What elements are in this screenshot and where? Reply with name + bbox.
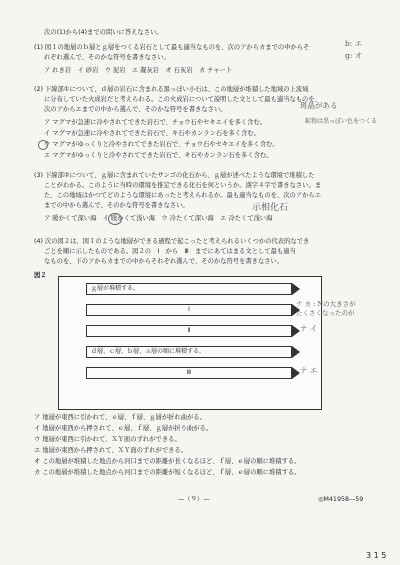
q4-handwritten-I: ナ カ : Nの大きさが たくさくなったのが bbox=[296, 300, 356, 317]
q4-handwritten-III: ナ エ bbox=[300, 366, 318, 375]
q3-stem-line3: た、この地域はかつてどのような環境にあったと考えられるか。最も適当なものを、次のアからエ bbox=[44, 192, 321, 199]
q4-handwritten-II: ナ イ bbox=[300, 324, 318, 333]
q2-option-c: ウ マグマがゆっくりと冷やされてできた岩石で、チョウ石やセキエイを多く含む。 bbox=[44, 141, 279, 148]
q4-stem-line3: なものを、下のアからカまでの中からそれぞれ選んで、そのかな符号を書きなさい。 bbox=[44, 258, 284, 265]
figure2-row-III-label: Ⅲ bbox=[186, 369, 192, 376]
q1-stem-line1: (1) 図１の地層のｂ層とｇ層をつくる岩石として最も適当なものを、次のアからカまでの中からそ bbox=[34, 44, 310, 51]
q2-handwritten-note2: 鉱物は黒っぽい色をつくる bbox=[305, 118, 378, 125]
q2-option-d: エ マグマがゆっくりと冷やされてできた岩石で、キ石やカンラン石を多く含む。 bbox=[44, 152, 273, 159]
q3-stem-line4: までの中から選んで、そのかな符号を書きなさい。 bbox=[44, 202, 189, 209]
q3-stem-line2: ことがわかる。このように当時の環境を推定できる化石を何というか。漢字４字で書きなさい。ま bbox=[44, 182, 322, 189]
q4-stem-line1: (4) 次の図２は、図１のような地層ができる過程で起こったと考えられるいくつかの代表的なでき bbox=[34, 238, 310, 245]
q3-handwritten-answer: 示相化石 bbox=[252, 203, 289, 213]
exam-code: ◎M41958—59 bbox=[318, 496, 364, 503]
intro-text: 次の(1)から(4)までの問いに答えなさい。 bbox=[44, 29, 163, 36]
q3-answer-circle-mark bbox=[108, 213, 122, 225]
q2-option-b: イ マグマが急速に冷やされてできた岩石で、キ石やカンラン石を多く含む。 bbox=[44, 130, 260, 137]
q4-option-a: ア 地層が東西に引かれて、ｅ層、ｆ層、ｇ層が折れ曲がる。 bbox=[34, 414, 206, 421]
q4-option-c: ウ 地層が東西に引かれて、ＸＹ面のずれができる。 bbox=[34, 436, 181, 443]
figure2-row-III bbox=[86, 367, 292, 379]
q3-stem-line1: (3) 下線部②について、ｇ層に含まれていたサンゴの化石から、ｇ層が述べたような環境で堆積した bbox=[34, 172, 315, 179]
q3-options: ア 暖かくて深い海 イ 暖かくて浅い海 ウ 冷たくて深い海 エ 冷たくて浅い海 bbox=[44, 215, 273, 222]
figure2-label: 図２ bbox=[34, 272, 47, 279]
q1-stem-line2: れぞれ選んで、そのかな符号を書きなさい。 bbox=[44, 54, 170, 61]
figure2-row-dcba bbox=[86, 346, 292, 358]
figure2-row-I-label: Ⅰ bbox=[188, 306, 190, 313]
page-number: —（９）— bbox=[178, 496, 210, 503]
q2-handwritten-note: 斑晶がある bbox=[300, 101, 338, 110]
q4-option-f: カ この地層が堆積した地点から河口までの距離が短くなるほど、ｆ層、ｅ層の順に堆積する。 bbox=[34, 469, 301, 476]
figure2-frame bbox=[58, 276, 322, 410]
corner-mark: 3 1 5 bbox=[366, 551, 387, 560]
figure2-row-g-text: ｇ層が堆積する。 bbox=[91, 285, 140, 292]
figure2-row-g-layer bbox=[86, 283, 292, 295]
q4-option-d: エ 地層が東西から押されて、ＸＹ面のずれができる。 bbox=[34, 447, 188, 454]
q1-options: ア れき岩 イ 砂岩 ウ 泥岩 エ 凝灰岩 オ 石灰岩 カ チャート bbox=[44, 67, 233, 74]
q2-stem-line3: 次のアからエまでの中から選んで、そのかな符号を書きなさい。 bbox=[44, 106, 227, 113]
q4-option-e: オ この地層が堆積した地点から河口までの距離が長くなるほど、ｆ層、ｅ層の順に堆積する。 bbox=[34, 458, 301, 465]
q1-handwritten-answer: b: エ g: オ bbox=[345, 39, 363, 60]
figure2-row-II-label: Ⅱ bbox=[187, 327, 191, 334]
figure2-row-dcba-text: ｄ層、ｃ層、ｂ層、ａ層の順に堆積する。 bbox=[91, 348, 206, 355]
q2-option-a: ア マグマが急速に冷やされてできた岩石で、チョウ石やセキエイを多く含む。 bbox=[44, 119, 267, 126]
figure2-row-II bbox=[86, 325, 292, 337]
q4-option-b: イ 地層が東西から押されて、ｅ層、ｆ層、ｇ層が折り曲がる。 bbox=[34, 425, 213, 432]
q2-answer-circle-mark bbox=[38, 140, 48, 150]
q2-stem-line1: (2) 下線部①について、ｄ層の岩石に含まれる黒っぽい小石は、この地層が堆積した地域の上流域 bbox=[34, 86, 309, 93]
q2-stem-line2: に分布していた火成岩だと考えられる。この火成岩について説明した文として最も適当なものを、 bbox=[44, 96, 321, 103]
figure2-row-I bbox=[86, 304, 292, 316]
q4-stem-line2: ごとを順に示したものである。図２の Ⅰ から Ⅲ までにあてはまる文として最も適当 bbox=[44, 248, 296, 255]
